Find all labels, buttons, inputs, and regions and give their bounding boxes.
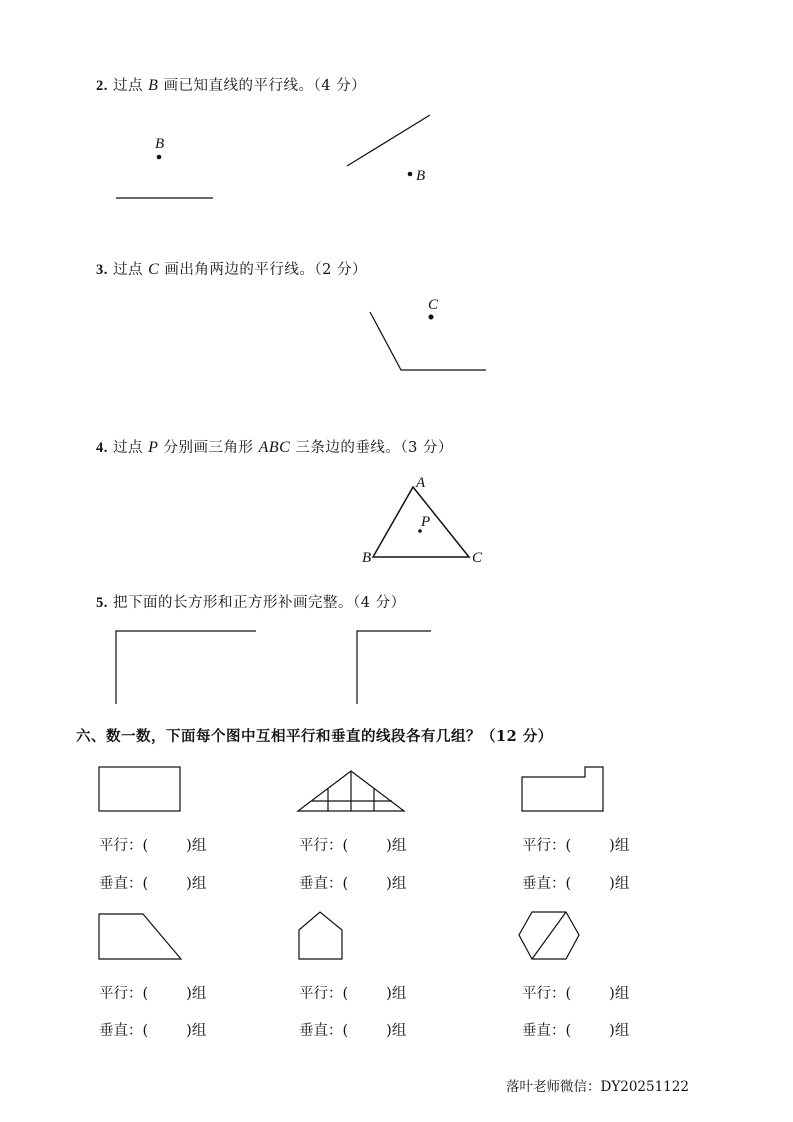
answer-perpendicular-3: 垂直：( )组 [522, 876, 630, 892]
label-a: A [416, 475, 426, 491]
answer-perpendicular-6: 垂直：( )组 [522, 1023, 630, 1039]
question-5: 5. 把下面的长方形和正方形补画完整。（4 分） [96, 595, 406, 611]
answer-perpendicular-1: 垂直：( )组 [99, 876, 207, 892]
answer-parallel-2: 平行：( )组 [299, 838, 407, 854]
q2-point-b-right [408, 172, 413, 177]
label-p: P [421, 514, 431, 530]
fig-right-trapezoid [99, 914, 181, 959]
question-2: 2. 过点 B 画已知直线的平行线。（4 分） [96, 77, 367, 94]
q3-angle [370, 312, 486, 370]
q5-partial-rectangle [116, 631, 256, 704]
footer-wechat: 落叶老师微信：DY20251122 [506, 1079, 689, 1095]
answer-perpendicular-4: 垂直：( )组 [99, 1023, 207, 1039]
fig-notched-rectangle [522, 767, 603, 811]
label-b-q4: B [362, 550, 372, 566]
answer-parallel-6: 平行：( )组 [522, 986, 630, 1002]
answer-parallel-4: 平行：( )组 [99, 986, 207, 1002]
question-4: 4. 过点 P 分别画三角形 ABC 三条边的垂线。（3 分） [96, 439, 454, 456]
label-b-1: B [155, 136, 165, 152]
answer-parallel-1: 平行：( )组 [99, 838, 207, 854]
answer-perpendicular-5: 垂直：( )组 [299, 1023, 407, 1039]
q2-point-b-left [157, 155, 162, 160]
answer-parallel-3: 平行：( )组 [522, 838, 630, 854]
q3-point-c [429, 315, 434, 320]
q5-partial-square [357, 631, 431, 704]
section-6-title: 六、数一数，下面每个图中互相平行和垂直的线段各有几组？（12 分） [76, 728, 553, 745]
label-c-q4: C [472, 550, 483, 566]
fig-roof-triangle [298, 771, 404, 811]
label-c-q3: C [428, 297, 439, 313]
fig-pentagon-house [299, 912, 342, 959]
label-b-2: B [416, 168, 426, 184]
answer-parallel-5: 平行：( )组 [299, 986, 407, 1002]
answer-perpendicular-2: 垂直：( )组 [299, 876, 407, 892]
fig-hexagon [519, 912, 579, 959]
question-3: 3. 过点 C 画出角两边的平行线。（2 分） [96, 261, 367, 278]
q2-slanted-line [347, 115, 430, 166]
fig-rectangle [99, 767, 180, 811]
